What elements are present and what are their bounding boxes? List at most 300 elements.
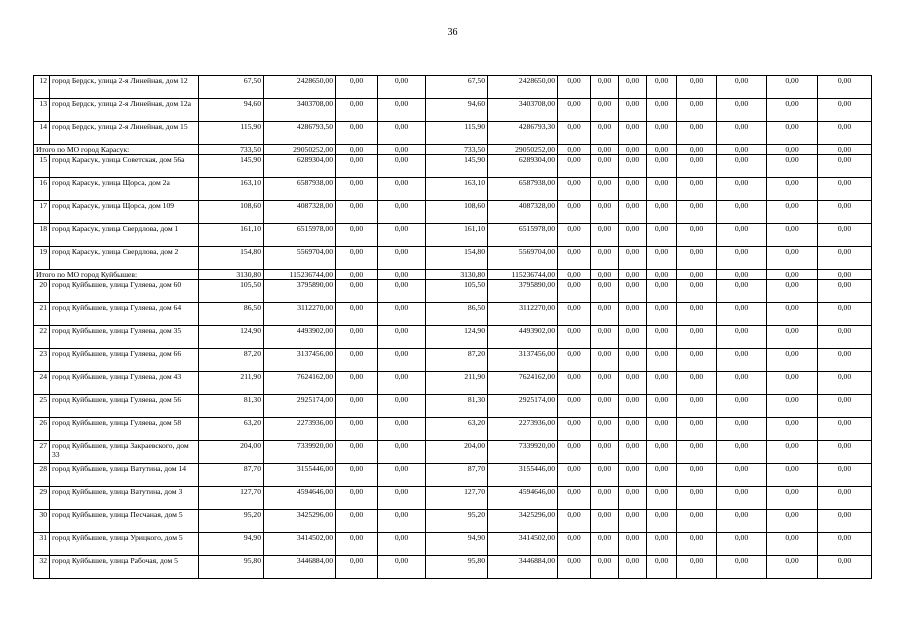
zero-value-cell: 0,00 <box>619 464 647 487</box>
zero-value-cell: 0,00 <box>558 270 591 280</box>
zero-value-cell: 0,00 <box>619 122 647 145</box>
value-cell: 0,00 <box>336 510 378 533</box>
value-cell: 0,00 <box>378 556 426 579</box>
zero-value-cell: 0,00 <box>767 178 818 201</box>
zero-value-cell: 0,00 <box>619 224 647 247</box>
zero-value-cell: 0,00 <box>767 303 818 326</box>
value-cell: 0,00 <box>336 464 378 487</box>
zero-value-cell: 0,00 <box>647 76 677 99</box>
zero-value-cell: 0,00 <box>677 99 717 122</box>
zero-value-cell: 0,00 <box>717 464 767 487</box>
address-cell: город Куйбышев, улица Гуляева, дом 58 <box>50 418 199 441</box>
zero-value-cell: 0,00 <box>591 326 619 349</box>
area-cell: 154,80 <box>426 247 488 270</box>
zero-value-cell: 0,00 <box>591 533 619 556</box>
value-cell: 0,00 <box>378 349 426 372</box>
total-label: Итого по МО город Куйбышев: <box>34 270 199 280</box>
cost-cell: 4493902,00 <box>488 326 558 349</box>
row-number: 15 <box>34 155 50 178</box>
zero-value-cell: 0,00 <box>818 372 872 395</box>
zero-value-cell: 0,00 <box>558 556 591 579</box>
zero-value-cell: 0,00 <box>767 556 818 579</box>
value-cell: 0,00 <box>336 201 378 224</box>
zero-value-cell: 0,00 <box>677 122 717 145</box>
value-cell: 0,00 <box>336 395 378 418</box>
zero-value-cell: 0,00 <box>677 395 717 418</box>
cost-cell: 3137456,00 <box>488 349 558 372</box>
table-row <box>34 487 872 510</box>
cost-cell: 3112270,00 <box>488 303 558 326</box>
cost-cell: 3403708,00 <box>488 99 558 122</box>
zero-value-cell: 0,00 <box>818 487 872 510</box>
row-number: 21 <box>34 303 50 326</box>
zero-value-cell: 0,00 <box>591 247 619 270</box>
table-row <box>34 326 872 349</box>
area-cell: 204,00 <box>426 441 488 464</box>
value-cell: 0,00 <box>378 303 426 326</box>
row-number: 26 <box>34 418 50 441</box>
area-cell: 86,50 <box>199 303 264 326</box>
total-row <box>34 270 872 280</box>
zero-value-cell: 0,00 <box>767 280 818 303</box>
zero-value-cell: 0,00 <box>767 76 818 99</box>
zero-value-cell: 0,00 <box>619 487 647 510</box>
zero-value-cell: 0,00 <box>591 441 619 464</box>
zero-value-cell: 0,00 <box>818 145 872 155</box>
cost-cell: 6289304,00 <box>264 155 336 178</box>
zero-value-cell: 0,00 <box>818 224 872 247</box>
cost-cell: 4286793,30 <box>488 122 558 145</box>
zero-value-cell: 0,00 <box>591 395 619 418</box>
cost-cell: 4493902,00 <box>264 326 336 349</box>
zero-value-cell: 0,00 <box>717 326 767 349</box>
zero-value-cell: 0,00 <box>558 533 591 556</box>
zero-value-cell: 0,00 <box>767 395 818 418</box>
cost-cell: 5569704,00 <box>264 247 336 270</box>
zero-value-cell: 0,00 <box>647 533 677 556</box>
zero-value-cell: 0,00 <box>619 418 647 441</box>
zero-value-cell: 0,00 <box>767 145 818 155</box>
cost-cell: 4594646,00 <box>264 487 336 510</box>
zero-value-cell: 0,00 <box>818 326 872 349</box>
zero-value-cell: 0,00 <box>619 280 647 303</box>
address-cell: город Карасук, улица Советская, дом 56а <box>50 155 199 178</box>
cost-cell: 3795890,00 <box>488 280 558 303</box>
area-cell: 86,50 <box>426 303 488 326</box>
cost-cell: 115236744,00 <box>264 270 336 280</box>
cost-cell: 3137456,00 <box>264 349 336 372</box>
zero-value-cell: 0,00 <box>767 201 818 224</box>
area-cell: 87,70 <box>426 464 488 487</box>
zero-value-cell: 0,00 <box>677 556 717 579</box>
address-cell: город Куйбышев, улица Гуляева, дом 43 <box>50 372 199 395</box>
area-cell: 87,70 <box>199 464 264 487</box>
zero-value-cell: 0,00 <box>619 247 647 270</box>
housing-register-table <box>33 75 872 579</box>
area-cell: 108,60 <box>199 201 264 224</box>
value-cell: 0,00 <box>336 487 378 510</box>
zero-value-cell: 0,00 <box>717 280 767 303</box>
zero-value-cell: 0,00 <box>818 303 872 326</box>
zero-value-cell: 0,00 <box>717 270 767 280</box>
cost-cell: 4286793,50 <box>264 122 336 145</box>
cost-cell: 4087328,00 <box>488 201 558 224</box>
zero-value-cell: 0,00 <box>818 201 872 224</box>
row-number: 22 <box>34 326 50 349</box>
value-cell: 0,00 <box>336 303 378 326</box>
zero-value-cell: 0,00 <box>818 395 872 418</box>
zero-value-cell: 0,00 <box>818 441 872 464</box>
zero-value-cell: 0,00 <box>717 303 767 326</box>
cost-cell: 2273936,00 <box>488 418 558 441</box>
table-row <box>34 510 872 533</box>
value-cell: 0,00 <box>378 418 426 441</box>
page-number: 36 <box>447 27 458 38</box>
zero-value-cell: 0,00 <box>591 349 619 372</box>
area-cell: 105,50 <box>199 280 264 303</box>
zero-value-cell: 0,00 <box>591 303 619 326</box>
row-number: 13 <box>34 99 50 122</box>
table-row <box>34 280 872 303</box>
zero-value-cell: 0,00 <box>677 487 717 510</box>
zero-value-cell: 0,00 <box>591 418 619 441</box>
zero-value-cell: 0,00 <box>818 76 872 99</box>
row-number: 32 <box>34 556 50 579</box>
zero-value-cell: 0,00 <box>717 224 767 247</box>
zero-value-cell: 0,00 <box>818 556 872 579</box>
cost-cell: 5569704,00 <box>488 247 558 270</box>
zero-value-cell: 0,00 <box>677 178 717 201</box>
zero-value-cell: 0,00 <box>591 99 619 122</box>
zero-value-cell: 0,00 <box>619 145 647 155</box>
area-cell: 95,80 <box>199 556 264 579</box>
zero-value-cell: 0,00 <box>677 326 717 349</box>
zero-value-cell: 0,00 <box>558 326 591 349</box>
area-cell: 733,50 <box>199 145 264 155</box>
area-cell: 204,00 <box>199 441 264 464</box>
zero-value-cell: 0,00 <box>591 510 619 533</box>
zero-value-cell: 0,00 <box>619 395 647 418</box>
area-cell: 145,90 <box>426 155 488 178</box>
area-cell: 67,50 <box>426 76 488 99</box>
zero-value-cell: 0,00 <box>647 372 677 395</box>
value-cell: 0,00 <box>336 326 378 349</box>
zero-value-cell: 0,00 <box>677 280 717 303</box>
cost-cell: 7339920,00 <box>264 441 336 464</box>
zero-value-cell: 0,00 <box>677 510 717 533</box>
zero-value-cell: 0,00 <box>818 247 872 270</box>
cost-cell: 115236744,00 <box>488 270 558 280</box>
zero-value-cell: 0,00 <box>677 155 717 178</box>
zero-value-cell: 0,00 <box>558 155 591 178</box>
zero-value-cell: 0,00 <box>677 201 717 224</box>
zero-value-cell: 0,00 <box>767 510 818 533</box>
area-cell: 87,20 <box>426 349 488 372</box>
total-label: Итого по МО город Карасук: <box>34 145 199 155</box>
zero-value-cell: 0,00 <box>717 533 767 556</box>
zero-value-cell: 0,00 <box>818 349 872 372</box>
value-cell: 0,00 <box>378 464 426 487</box>
zero-value-cell: 0,00 <box>647 441 677 464</box>
area-cell: 161,10 <box>426 224 488 247</box>
zero-value-cell: 0,00 <box>647 178 677 201</box>
address-cell: город Куйбышев, улица Гуляева, дом 66 <box>50 349 199 372</box>
zero-value-cell: 0,00 <box>677 270 717 280</box>
zero-value-cell: 0,00 <box>647 418 677 441</box>
cost-cell: 2925174,00 <box>488 395 558 418</box>
zero-value-cell: 0,00 <box>558 122 591 145</box>
area-cell: 211,90 <box>199 372 264 395</box>
area-cell: 94,90 <box>426 533 488 556</box>
zero-value-cell: 0,00 <box>647 349 677 372</box>
zero-value-cell: 0,00 <box>647 201 677 224</box>
area-cell: 94,60 <box>199 99 264 122</box>
address-cell: город Куйбышев, улица Гуляева, дом 56 <box>50 395 199 418</box>
zero-value-cell: 0,00 <box>647 280 677 303</box>
table-row <box>34 224 872 247</box>
cost-cell: 7624162,00 <box>264 372 336 395</box>
zero-value-cell: 0,00 <box>558 349 591 372</box>
zero-value-cell: 0,00 <box>647 247 677 270</box>
zero-value-cell: 0,00 <box>767 533 818 556</box>
area-cell: 161,10 <box>199 224 264 247</box>
area-cell: 127,70 <box>426 487 488 510</box>
cost-cell: 6289304,00 <box>488 155 558 178</box>
cost-cell: 6515978,00 <box>264 224 336 247</box>
value-cell: 0,00 <box>336 556 378 579</box>
value-cell: 0,00 <box>336 280 378 303</box>
zero-value-cell: 0,00 <box>591 201 619 224</box>
zero-value-cell: 0,00 <box>619 372 647 395</box>
area-cell: 94,90 <box>199 533 264 556</box>
area-cell: 95,80 <box>426 556 488 579</box>
zero-value-cell: 0,00 <box>619 76 647 99</box>
zero-value-cell: 0,00 <box>591 145 619 155</box>
zero-value-cell: 0,00 <box>558 510 591 533</box>
zero-value-cell: 0,00 <box>647 395 677 418</box>
address-cell: город Бердск, улица 2-я Линейная, дом 12а <box>50 99 199 122</box>
address-cell: город Куйбышев, улица Гуляева, дом 60 <box>50 280 199 303</box>
table-row <box>34 303 872 326</box>
zero-value-cell: 0,00 <box>591 556 619 579</box>
zero-value-cell: 0,00 <box>558 372 591 395</box>
zero-value-cell: 0,00 <box>717 441 767 464</box>
zero-value-cell: 0,00 <box>767 326 818 349</box>
value-cell: 0,00 <box>336 145 378 155</box>
value-cell: 0,00 <box>378 155 426 178</box>
area-cell: 87,20 <box>199 349 264 372</box>
zero-value-cell: 0,00 <box>591 280 619 303</box>
zero-value-cell: 0,00 <box>647 155 677 178</box>
area-cell: 154,80 <box>199 247 264 270</box>
zero-value-cell: 0,00 <box>677 418 717 441</box>
row-number: 27 <box>34 441 50 464</box>
table-row <box>34 122 872 145</box>
value-cell: 0,00 <box>378 372 426 395</box>
table-row <box>34 372 872 395</box>
area-cell: 95,20 <box>199 510 264 533</box>
total-row <box>34 145 872 155</box>
zero-value-cell: 0,00 <box>717 510 767 533</box>
table-row <box>34 418 872 441</box>
value-cell: 0,00 <box>336 372 378 395</box>
zero-value-cell: 0,00 <box>619 178 647 201</box>
zero-value-cell: 0,00 <box>677 464 717 487</box>
zero-value-cell: 0,00 <box>818 270 872 280</box>
area-cell: 3130,80 <box>199 270 264 280</box>
zero-value-cell: 0,00 <box>558 280 591 303</box>
address-cell: город Куйбышев, улица Ватутина, дом 3 <box>50 487 199 510</box>
value-cell: 0,00 <box>378 178 426 201</box>
cost-cell: 2428650,00 <box>264 76 336 99</box>
cost-cell: 3414502,00 <box>264 533 336 556</box>
address-cell: город Бердск, улица 2-я Линейная, дом 15 <box>50 122 199 145</box>
area-cell: 115,90 <box>199 122 264 145</box>
cost-cell: 4087328,00 <box>264 201 336 224</box>
value-cell: 0,00 <box>336 224 378 247</box>
row-number: 14 <box>34 122 50 145</box>
zero-value-cell: 0,00 <box>767 99 818 122</box>
value-cell: 0,00 <box>378 395 426 418</box>
zero-value-cell: 0,00 <box>767 372 818 395</box>
row-number: 31 <box>34 533 50 556</box>
zero-value-cell: 0,00 <box>717 418 767 441</box>
cost-cell: 7624162,00 <box>488 372 558 395</box>
table-row <box>34 533 872 556</box>
address-cell: город Куйбышев, улица Ватутина, дом 14 <box>50 464 199 487</box>
zero-value-cell: 0,00 <box>677 349 717 372</box>
zero-value-cell: 0,00 <box>767 270 818 280</box>
value-cell: 0,00 <box>336 99 378 122</box>
zero-value-cell: 0,00 <box>591 464 619 487</box>
address-cell: город Карасук, улица Щорса, дом 109 <box>50 201 199 224</box>
zero-value-cell: 0,00 <box>717 372 767 395</box>
cost-cell: 3425296,00 <box>264 510 336 533</box>
table-row <box>34 76 872 99</box>
row-number: 12 <box>34 76 50 99</box>
cost-cell: 6587938,00 <box>264 178 336 201</box>
value-cell: 0,00 <box>378 201 426 224</box>
address-cell: город Карасук, улица Свердлова, дом 2 <box>50 247 199 270</box>
zero-value-cell: 0,00 <box>558 441 591 464</box>
zero-value-cell: 0,00 <box>619 441 647 464</box>
row-number: 19 <box>34 247 50 270</box>
zero-value-cell: 0,00 <box>558 201 591 224</box>
zero-value-cell: 0,00 <box>767 349 818 372</box>
zero-value-cell: 0,00 <box>591 372 619 395</box>
zero-value-cell: 0,00 <box>767 418 818 441</box>
zero-value-cell: 0,00 <box>591 487 619 510</box>
cost-cell: 2428650,00 <box>488 76 558 99</box>
address-cell: город Бердск, улица 2-я Линейная, дом 12 <box>50 76 199 99</box>
zero-value-cell: 0,00 <box>647 487 677 510</box>
row-number: 18 <box>34 224 50 247</box>
zero-value-cell: 0,00 <box>818 99 872 122</box>
value-cell: 0,00 <box>378 76 426 99</box>
area-cell: 127,70 <box>199 487 264 510</box>
zero-value-cell: 0,00 <box>558 464 591 487</box>
area-cell: 211,90 <box>426 372 488 395</box>
zero-value-cell: 0,00 <box>647 303 677 326</box>
zero-value-cell: 0,00 <box>558 99 591 122</box>
address-cell: город Куйбышев, улица Урицкого, дом 5 <box>50 533 199 556</box>
table-row <box>34 464 872 487</box>
zero-value-cell: 0,00 <box>558 418 591 441</box>
cost-cell: 2273936,00 <box>264 418 336 441</box>
zero-value-cell: 0,00 <box>767 122 818 145</box>
area-cell: 67,50 <box>199 76 264 99</box>
zero-value-cell: 0,00 <box>818 418 872 441</box>
zero-value-cell: 0,00 <box>717 178 767 201</box>
zero-value-cell: 0,00 <box>591 76 619 99</box>
row-number: 16 <box>34 178 50 201</box>
zero-value-cell: 0,00 <box>677 533 717 556</box>
zero-value-cell: 0,00 <box>558 178 591 201</box>
value-cell: 0,00 <box>378 487 426 510</box>
value-cell: 0,00 <box>378 326 426 349</box>
zero-value-cell: 0,00 <box>717 247 767 270</box>
value-cell: 0,00 <box>378 280 426 303</box>
value-cell: 0,00 <box>336 418 378 441</box>
area-cell: 108,60 <box>426 201 488 224</box>
zero-value-cell: 0,00 <box>767 224 818 247</box>
area-cell: 95,20 <box>426 510 488 533</box>
zero-value-cell: 0,00 <box>677 224 717 247</box>
zero-value-cell: 0,00 <box>717 556 767 579</box>
area-cell: 115,90 <box>426 122 488 145</box>
zero-value-cell: 0,00 <box>647 464 677 487</box>
table-row <box>34 201 872 224</box>
zero-value-cell: 0,00 <box>558 247 591 270</box>
zero-value-cell: 0,00 <box>677 247 717 270</box>
zero-value-cell: 0,00 <box>818 155 872 178</box>
cost-cell: 3414502,00 <box>488 533 558 556</box>
table-row <box>34 556 872 579</box>
table-row <box>34 155 872 178</box>
zero-value-cell: 0,00 <box>818 280 872 303</box>
value-cell: 0,00 <box>336 441 378 464</box>
zero-value-cell: 0,00 <box>619 270 647 280</box>
zero-value-cell: 0,00 <box>767 155 818 178</box>
cost-cell: 3155446,00 <box>264 464 336 487</box>
value-cell: 0,00 <box>336 76 378 99</box>
row-number: 20 <box>34 280 50 303</box>
cost-cell: 4594646,00 <box>488 487 558 510</box>
zero-value-cell: 0,00 <box>717 487 767 510</box>
table-row <box>34 441 872 464</box>
zero-value-cell: 0,00 <box>619 303 647 326</box>
zero-value-cell: 0,00 <box>591 270 619 280</box>
table-row <box>34 349 872 372</box>
zero-value-cell: 0,00 <box>647 510 677 533</box>
zero-value-cell: 0,00 <box>619 510 647 533</box>
zero-value-cell: 0,00 <box>677 441 717 464</box>
row-number: 29 <box>34 487 50 510</box>
cost-cell: 29050252,00 <box>488 145 558 155</box>
zero-value-cell: 0,00 <box>647 224 677 247</box>
area-cell: 124,90 <box>199 326 264 349</box>
cost-cell: 6587938,00 <box>488 178 558 201</box>
cost-cell: 6515978,00 <box>488 224 558 247</box>
zero-value-cell: 0,00 <box>717 395 767 418</box>
zero-value-cell: 0,00 <box>818 533 872 556</box>
cost-cell: 3403708,00 <box>264 99 336 122</box>
value-cell: 0,00 <box>336 155 378 178</box>
zero-value-cell: 0,00 <box>558 76 591 99</box>
area-cell: 163,10 <box>426 178 488 201</box>
zero-value-cell: 0,00 <box>647 145 677 155</box>
table-row <box>34 178 872 201</box>
